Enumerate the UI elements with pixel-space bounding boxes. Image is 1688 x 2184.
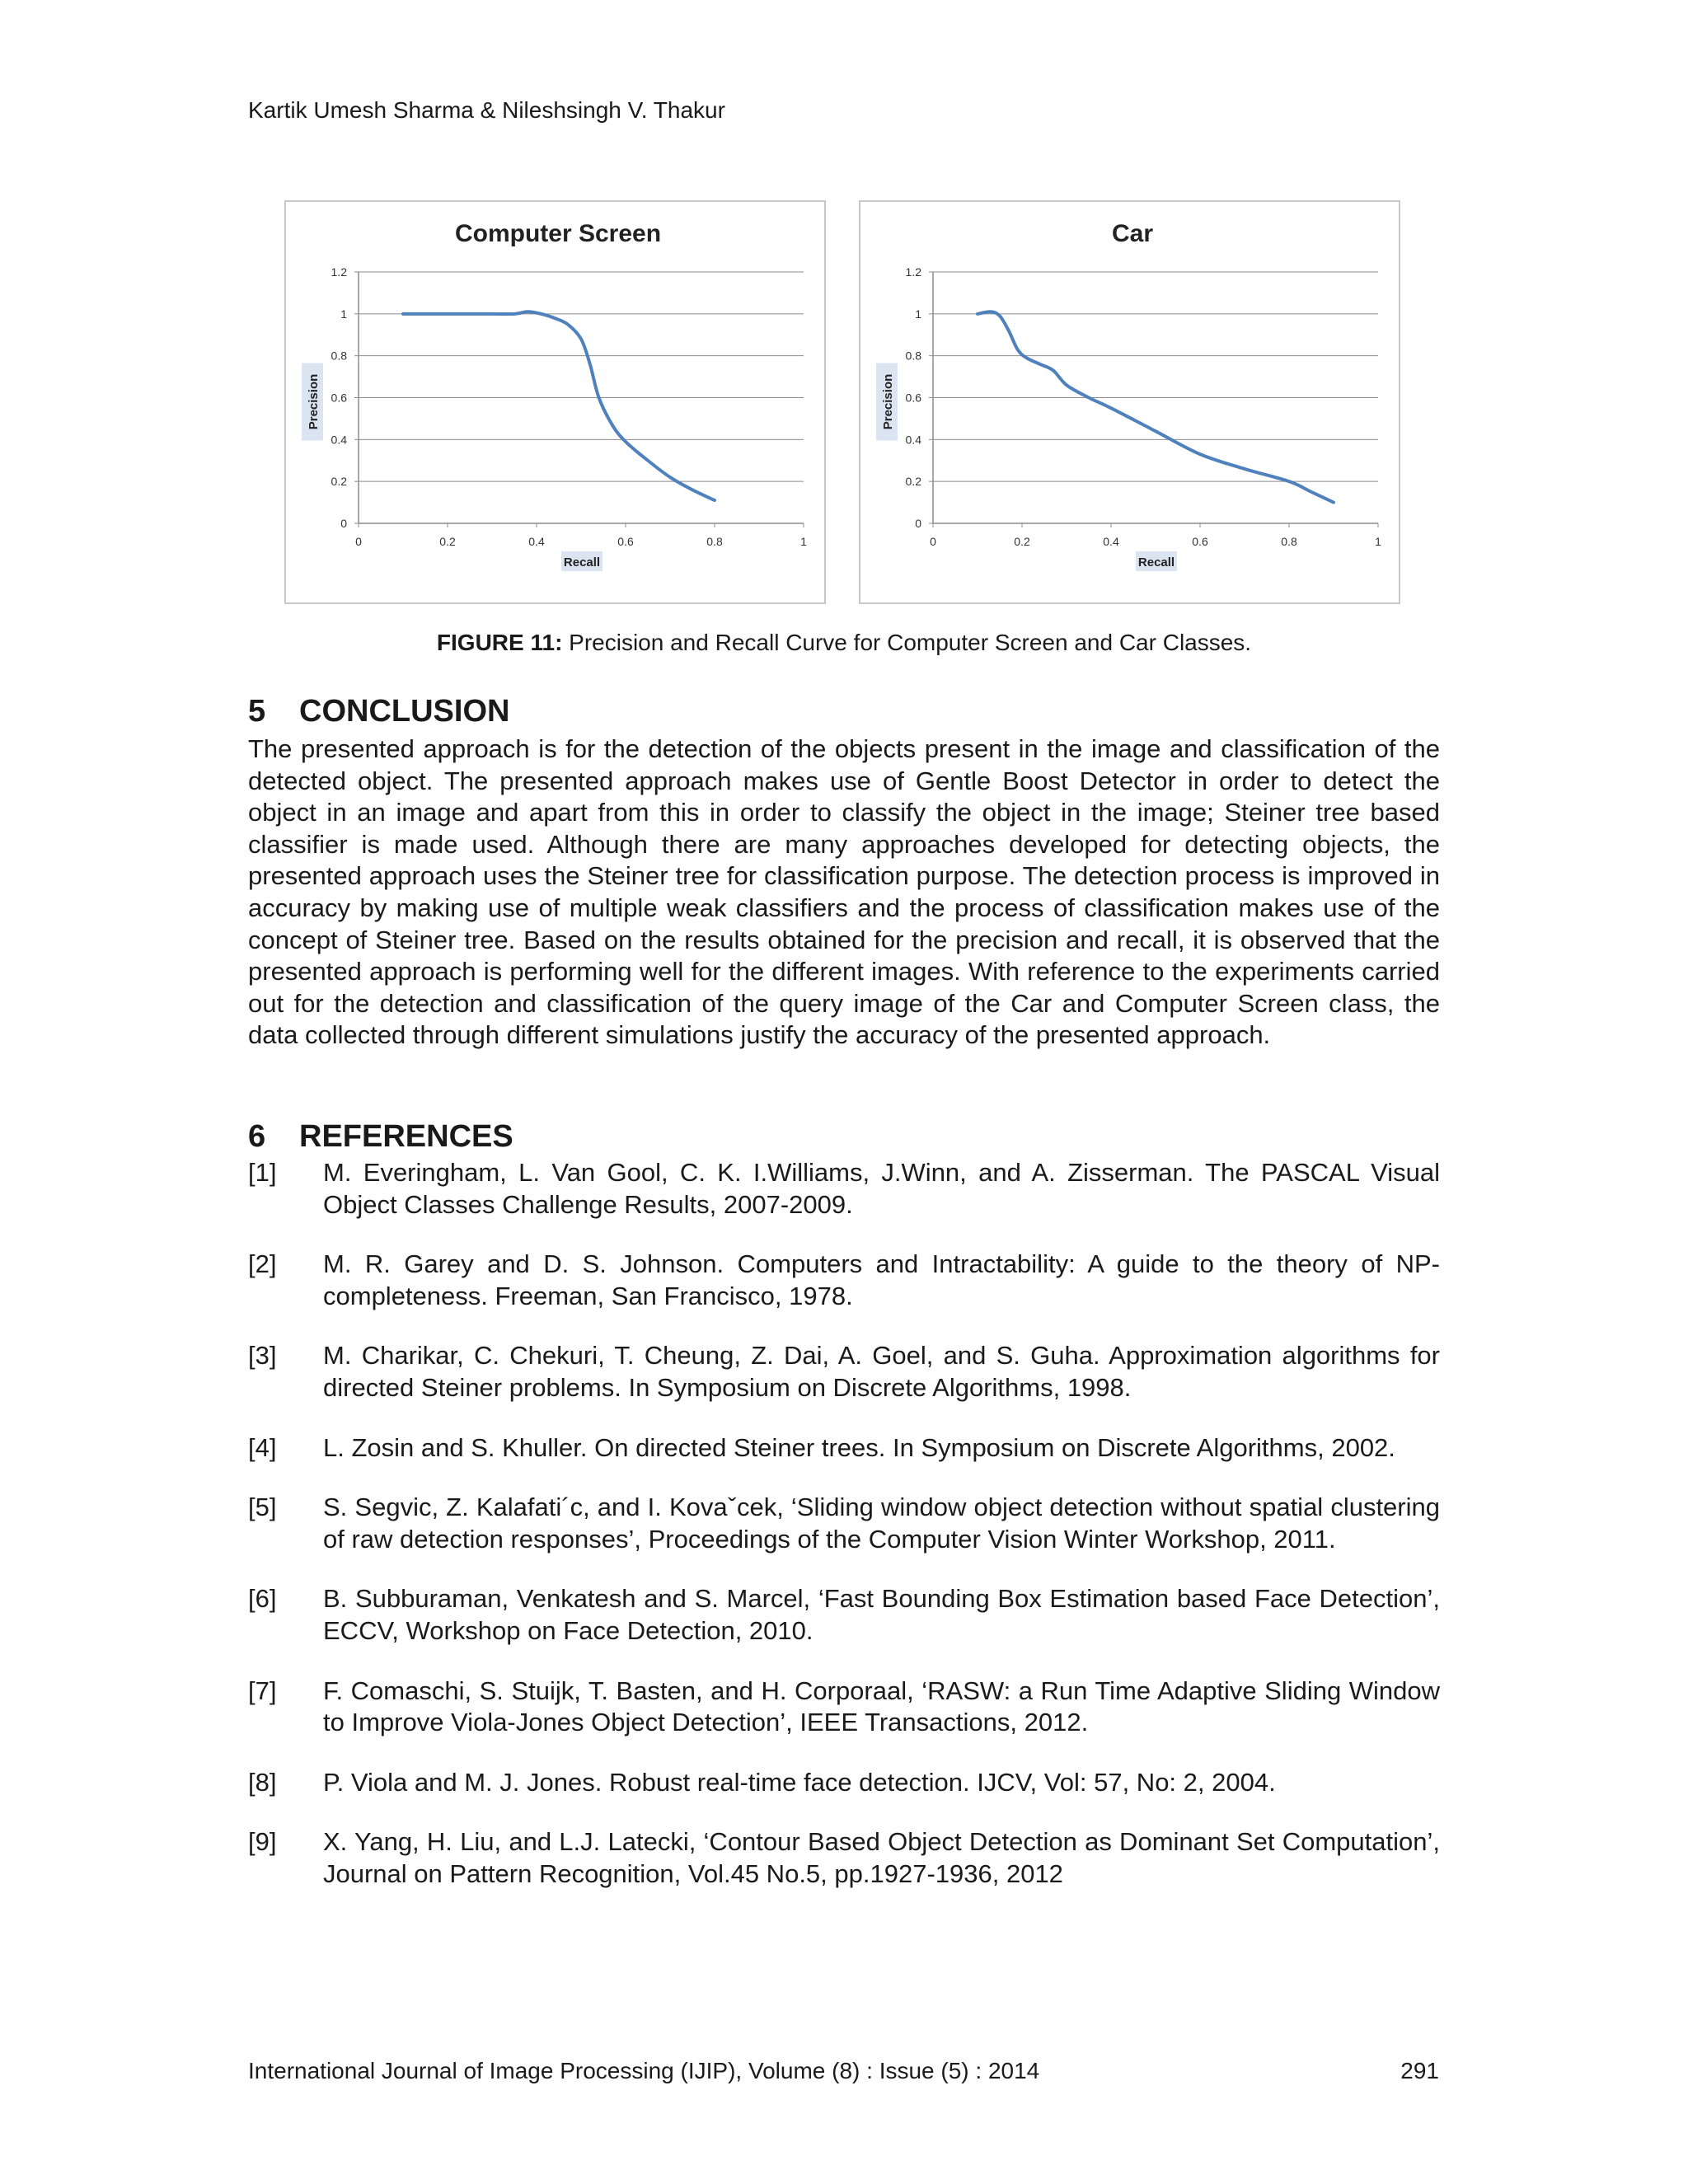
references-heading (248, 1119, 513, 1155)
chart-title: Computer Screen (454, 220, 662, 247)
section-title: REFERENCES (299, 1119, 513, 1154)
section-title: CONCLUSION (299, 694, 510, 729)
x-tick-label: 0.2 (439, 535, 456, 548)
x-tick-label: 0.6 (617, 535, 634, 548)
page-number: 291 (1400, 2058, 1439, 2083)
y-tick-label: 0.6 (331, 391, 347, 405)
y-tick-label: 1 (340, 307, 347, 321)
reference-item (248, 1767, 1440, 1799)
x-tick-label: 0 (930, 535, 936, 548)
reference-text: X. Yang, H. Liu, and L.J. Latecki, ‘Contour Based Object Detection as Dominant Set Computation’, Journal on Pattern Recognition, Vol.45 No.5, pp.1927-1936, 2012 (323, 1827, 1440, 1888)
y-tick-label: 0.2 (331, 475, 347, 489)
x-tick-label: 0.6 (1192, 535, 1208, 548)
footer-journal: International Journal of Image Processing (IJIP), Volume (8) : Issue (5) : 2014 (248, 2058, 1040, 2083)
reference-list (248, 1157, 1440, 1919)
y-axis-label: Precision (307, 373, 321, 430)
reference-text: F. Comaschi, S. Stuijk, T. Basten, and H. Corporaal, ‘RASW: a Run Time Adaptive Sliding Window to Improve Viola-Jones Object Detection’, IEEE Transactions, 2012. (323, 1675, 1440, 1737)
reference-number: [2] (248, 1249, 277, 1279)
reference-item (248, 1492, 1440, 1555)
reference-item (248, 1249, 1440, 1312)
y-tick-label: 0 (340, 517, 347, 530)
reference-number: [7] (248, 1675, 277, 1705)
caption-label: FIGURE 11: (436, 630, 563, 655)
y-axis-label: Precision (881, 373, 895, 430)
reference-item (248, 1583, 1440, 1647)
series-line (403, 312, 715, 500)
x-tick-label: 0.2 (1014, 535, 1030, 548)
chart-car (859, 200, 1400, 604)
y-tick-label: 1 (915, 307, 921, 321)
reference-item (248, 1675, 1440, 1739)
y-axis-label-group (302, 363, 323, 441)
chart-computer-screen (284, 200, 826, 604)
chart-computer-screen-svg (286, 202, 824, 602)
figure-11 (284, 200, 1403, 606)
x-axis-label: Recall (1137, 555, 1175, 569)
reference-number: [4] (248, 1432, 277, 1462)
reference-number: [1] (248, 1158, 277, 1187)
y-tick-label: 0.8 (331, 349, 347, 363)
chart-car-svg (860, 202, 1399, 602)
reference-text: M. Charikar, C. Chekuri, T. Cheung, Z. Dai, A. Goel, and S. Guha. Approximation algorithms for directed Steiner problems. In Symposium on Discrete Algorithms, 1998. (323, 1341, 1440, 1402)
section-number: 6 (248, 1119, 266, 1154)
reference-number: [5] (248, 1493, 277, 1522)
reference-item (248, 1340, 1440, 1404)
y-tick-label: 0.6 (905, 391, 921, 405)
y-tick-label: 1.2 (331, 265, 347, 279)
caption-text: Precision and Recall Curve for Computer Screen and Car Classes. (562, 630, 1252, 655)
reference-item (248, 1157, 1440, 1221)
reference-text: M. R. Garey and D. S. Johnson. Computers and Intractability: A guide to the theory of NP-completeness. Freeman, San Francisco, 1978. (323, 1249, 1440, 1310)
reference-text: L. Zosin and S. Khuller. On directed Steiner trees. In Symposium on Discrete Algorithms, 2002. (323, 1432, 1395, 1462)
x-tick-label: 0 (355, 535, 362, 548)
y-tick-label: 0.4 (331, 433, 347, 447)
y-tick-label: 0 (915, 517, 921, 530)
reference-number: [8] (248, 1767, 277, 1797)
reference-text: B. Subburaman, Venkatesh and S. Marcel, ‘Fast Bounding Box Estimation based Face Detection’, ECCV, Workshop on Face Detection, 2010. (323, 1584, 1440, 1645)
chart-title: Car (1111, 220, 1154, 247)
conclusion-paragraph: The presented approach is for the detection of the objects present in the image and classification of the detected object. The presented approach makes use of Gentle Boost Detector in order to detect the object in an image and apart from this in order to classify the object in the image; Steiner tree based classifier is made used. Although there are many approaches developed for detecting objects, the presented approach uses the Steiner tree for classification purpose. The detection process is improved in accuracy by making use of multiple weak classifiers and the process of classification makes use of the concept of Steiner tree. Based on the results obtained for the precision and recall, it is observed that the presented approach is performing well for the different images. With reference to the experiments carried out for the detection and classification of the query image of the Car and Computer Screen class, the data collected through different simulations justify the accuracy of the presented approach. (248, 734, 1440, 1050)
reference-item (248, 1826, 1440, 1890)
x-axis-label: Recall (563, 555, 601, 569)
figure-caption (0, 630, 1688, 656)
reference-number: [9] (248, 1827, 277, 1857)
x-tick-label: 0.8 (706, 535, 723, 548)
x-tick-label: 1 (1375, 535, 1381, 548)
reference-text: S. Segvic, Z. Kalafati´c, and I. Kovaˇcek, ‘Sliding window object detection without spatial clustering of raw detection responses’, Proceedings of the Computer Vision Winter Workshop, 2011. (323, 1493, 1440, 1554)
conclusion-heading (248, 694, 509, 729)
reference-number: [6] (248, 1584, 277, 1614)
y-tick-label: 0.2 (905, 475, 921, 489)
x-tick-label: 0.4 (528, 535, 545, 548)
x-tick-label: 0.8 (1281, 535, 1297, 548)
series-line (978, 312, 1334, 502)
reference-text: P. Viola and M. J. Jones. Robust real-time face detection. IJCV, Vol: 57, No: 2, 2004. (323, 1767, 1276, 1797)
reference-item (248, 1432, 1440, 1465)
y-tick-label: 0.4 (905, 433, 921, 447)
section-number: 5 (248, 694, 266, 729)
reference-text: M. Everingham, L. Van Gool, C. K. I.Williams, J.Winn, and A. Zisserman. The PASCAL Visual Object Classes Challenge Results, 2007-2009. (323, 1158, 1440, 1219)
y-tick-label: 1.2 (905, 265, 921, 279)
running-header: Kartik Umesh Sharma & Nileshsingh V. Thakur (248, 97, 725, 123)
x-tick-label: 0.4 (1103, 535, 1119, 548)
y-tick-label: 0.8 (905, 349, 921, 363)
y-axis-label-group (876, 363, 898, 441)
x-tick-label: 1 (800, 535, 807, 548)
reference-number: [3] (248, 1341, 277, 1371)
